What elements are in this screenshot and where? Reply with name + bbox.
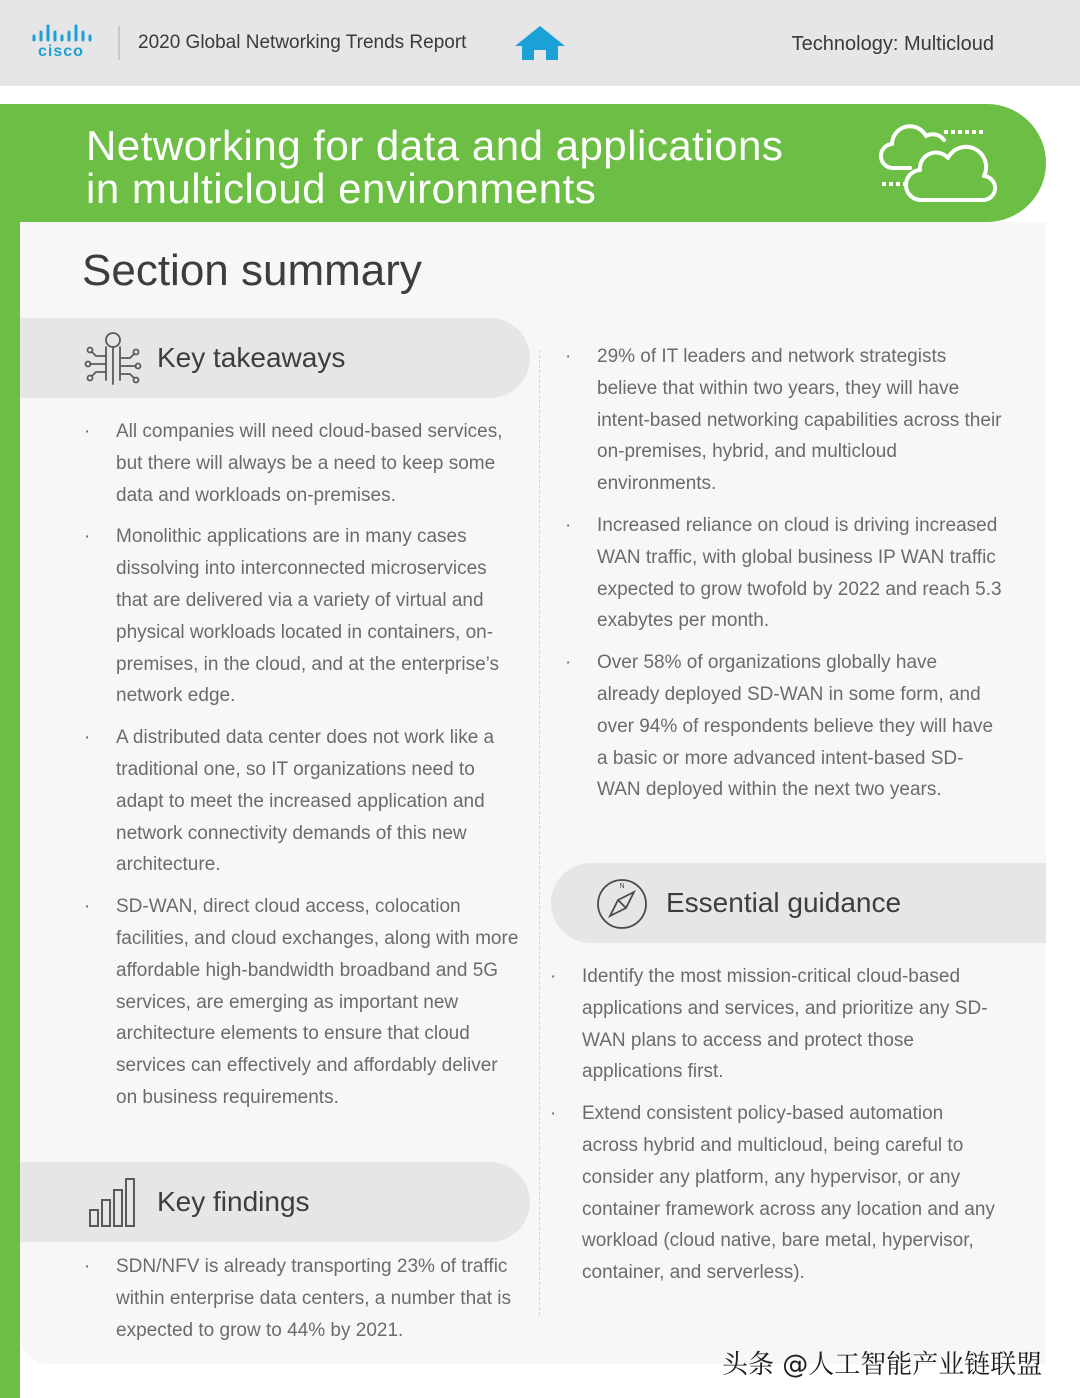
home-icon[interactable] — [513, 24, 567, 62]
list-item: · SDN/NFV is already transporting 23% of traffic within enterprise data centers, a number that is expected to grow to 44% by 2021. — [116, 1251, 531, 1346]
key-takeaways-heading: Key takeaways — [157, 342, 346, 373]
key-findings-list-left — [116, 1251, 531, 1356]
report-title: 2020 Global Networking Trends Report — [138, 32, 467, 53]
bar-chart-icon — [86, 1176, 142, 1228]
watermark-text: 头条 @人工智能产业链联盟 — [722, 1350, 1043, 1380]
technology-label: Technology: Multicloud — [791, 33, 994, 55]
page-title-line-2: in multicloud environments — [86, 165, 597, 212]
essential-guidance-heading: Essential guidance — [666, 887, 902, 918]
section-title: Section summary — [82, 246, 422, 295]
list-item: · Increased reliance on cloud is driving increased WAN traffic, with global business IP WAN traffic expected to grow twofold by 2022 and reach 5.3 exabytes per month. — [597, 510, 1002, 637]
page-title-line-1: Networking for data and applications — [86, 122, 784, 169]
page-title — [86, 124, 783, 210]
green-side-stripe — [0, 104, 20, 1398]
list-item: · 29% of IT leaders and network strategists believe that within two years, they will have intent-based networking capabilities across their on-premises, hybrid, and multicloud environments. — [597, 341, 1002, 500]
header-divider — [118, 26, 120, 60]
list-item: · A distributed data center does not work like a traditional one, so IT organizations need to adapt to meet the increased application and network connectivity demands of this new architecture. — [116, 722, 521, 881]
key-findings-list-right — [597, 341, 1002, 816]
list-item: · Identify the most mission-critical cloud-based applications and services, and prioritize any SD-WAN plans to access and protect those applications first. — [582, 961, 1002, 1088]
list-item: · Monolithic applications are in many cases dissolving into interconnected microservices that are delivered via a variety of virtual and physical workloads located in containers, on-premises, in the cloud, and at the enterprise’s network edge. — [116, 521, 521, 712]
key-findings-heading: Key findings — [157, 1186, 310, 1217]
top-header-bar — [0, 0, 1080, 86]
column-divider — [539, 350, 540, 1315]
multicloud-icon — [878, 118, 1000, 208]
essential-guidance-list — [582, 961, 1002, 1299]
list-item: · Extend consistent policy-based automation across hybrid and multicloud, being careful to consider any platform, any hypervisor, or any container framework across any location and any workload (cloud native, bare metal, hypervisor, container, and serverless). — [582, 1098, 1002, 1289]
svg-text:N: N — [619, 883, 625, 890]
circuit-key-icon — [84, 330, 142, 388]
list-item: · All companies will need cloud-based services, but there will always be a need to keep some data and workloads on-premises. — [116, 416, 521, 511]
compass-icon — [596, 878, 648, 930]
cisco-wordmark: cisco — [38, 43, 84, 60]
list-item: · Over 58% of organizations globally have already deployed SD-WAN in some form, and over 94% of respondents believe they will have a basic or more advanced intent-based SD-WAN deployed within the next two years. — [597, 647, 1002, 806]
list-item: · SD-WAN, direct cloud access, colocation facilities, and cloud exchanges, along with more affordable high-bandwidth broadband and 5G services, are emerging as important new architecture elements to ensure that cloud services can effectively and affordably deliver on business requirements. — [116, 891, 521, 1114]
key-takeaways-list — [116, 416, 521, 1124]
